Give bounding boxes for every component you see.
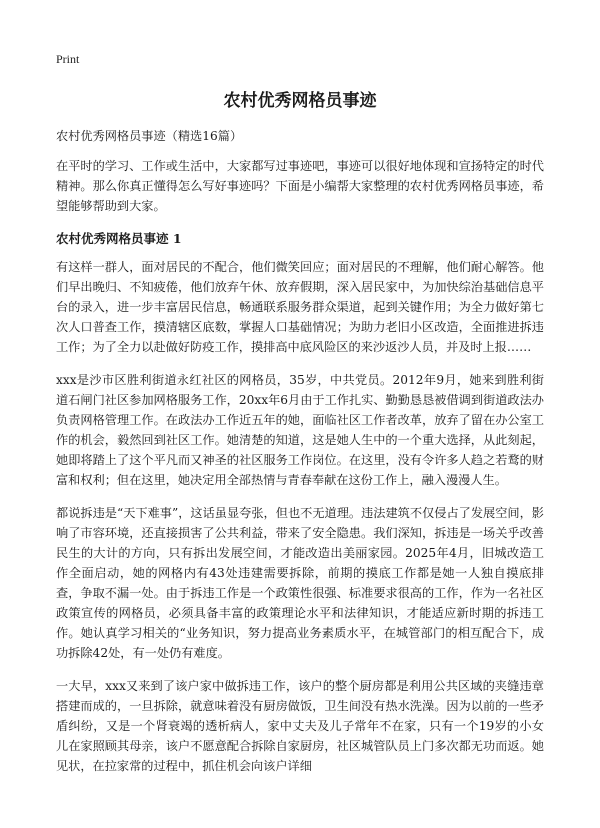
body-paragraph-2: xxx是沙市区胜利街道永红社区的网格员，35岁，中共党员。2012年9月，她来到胜利街道石闸门社区参加网格服务工作，20xx年6月由于工作扎实、勤勤恳恳被借调到街道政法办负责网格管理工作。在政法办工作近五年的她，面临社区工作者改革，放弃了留在办公室工作的机会，毅然回到社区工作。她清楚的知道，这是她人生中的一个重大选择，从此刻起，她即将踏上了这个平凡而又神圣的社区服务工作岗位。在这里，没有令许多人趋之若鹜的财富和权利；但在这里，她决定用全部热情与青春奉献在这份工作上，融入漫漫人生。 (56, 373, 544, 487)
body-paragraph-3: 都说拆违是“天下难事”，这话虽显夸张，但也不无道理。违法建筑不仅侵占了发展空间，影响了市容环境，还直接损害了公共利益，带来了安全隐患。我们深知，拆违是一场关乎改善民生的大计的方向，只有拆出发展空间，才能改造出美丽家园。2025年4月，旧城改造工作全面启动，她的网格内有43处违建需要拆除，前期的摸底工作都是她一人独自摸底排查，争取不漏一处。由于拆违工作是一个政策性很强、标准要求很高的工作，作为一名社区政策宣传的网格员，必须具备丰富的政策理论水平和法律知识，才能适应新时期的拆违工作。她认真学习相关的“业务知识，努力提高业务素质水平，在城管部门的相互配合下，成功拆除42处，有一处仍有难度。 (56, 506, 544, 660)
section-heading: 农村优秀网格员事迹 1 (56, 231, 182, 246)
body-paragraph-1: 有这样一群人，面对居民的不配合，他们微笑回应；面对居民的不理解，他们耐心解答。他们早出晚归、不知疲倦，他们放弃午休、放弃假期，深入居民家中，为加快综治基础信息平台的录入，进一步丰富居民信息，畅通联系服务群众渠道，起到关键作用；为全力做好第七次人口普查工作，摸清辖区底数，掌握人口基础情况；为助力老旧小区改造，全面推进拆违工作；为了全力以赴做好防疫工作，摸排高中底风险区的来沙返沙人员，并及时上报…… (56, 260, 544, 354)
article-subtitle: 农村优秀网格员事迹（精选16篇） (56, 129, 243, 143)
print-link[interactable]: Print (56, 52, 80, 66)
page-title: 农村优秀网格员事迹 (223, 91, 377, 111)
body-paragraph-4: 一大早，xxx又来到了该户家中做拆违工作，该户的整个厨房都是利用公共区域的夹缝违章搭建而成的，一旦拆除，就意味着没有厨房做饭，卫生间没有热水洗澡。因为以前的一些矛盾纠纷，又是一个肾衰竭的透析病人，家中丈夫及儿子常年不在家，只有一个19岁的小女儿在家照顾其母亲，该户不愿意配合拆除自家厨房，社区城管队员上门多次都无功而返。她见状，在拉家常的过程中，抓住机会向该户详细 (56, 679, 544, 773)
intro-paragraph: 在平时的学习、工作或生活中，大家都写过事迹吧，事迹可以很好地体现和宣扬特定的时代精神。那么你真正懂得怎么写好事迹吗？下面是小编帮大家整理的农村优秀网格员事迹，希望能够帮助到大家。 (56, 159, 544, 213)
